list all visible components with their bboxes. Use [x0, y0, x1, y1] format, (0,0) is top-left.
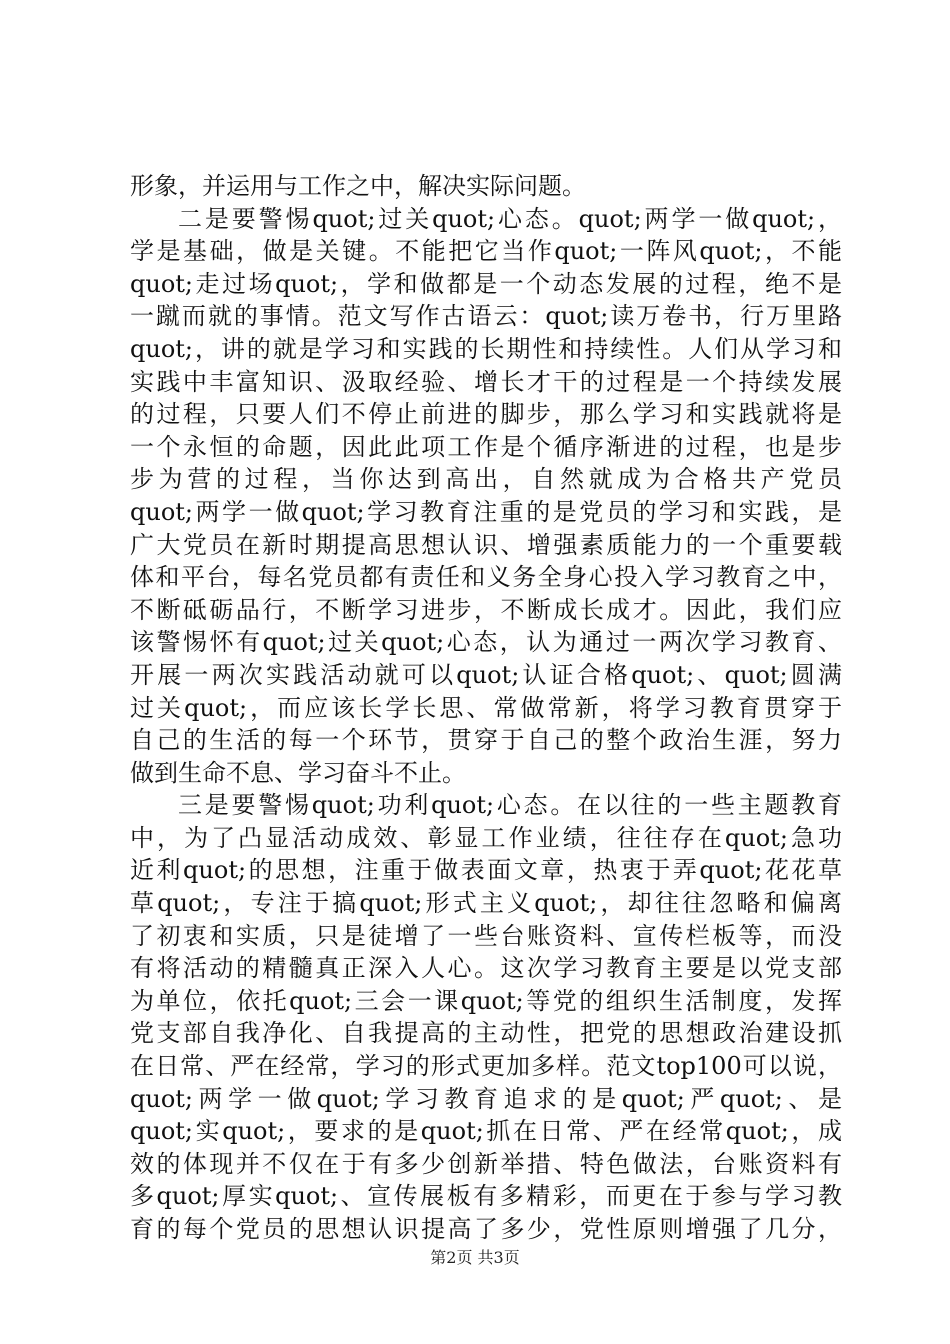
text-line: 不断砥砺品行，不断学习进步，不断成长成才。因此，我们应 [130, 595, 842, 624]
text-line: 中，为了凸显活动成效、彰显工作业绩，往往存在quot;急功 [130, 823, 842, 852]
text-line: 实践中丰富知识、汲取经验、增长才干的过程是一个持续发展 [130, 367, 842, 396]
text-line: quot;，讲的就是学习和实践的长期性和持续性。人们从学习和 [130, 334, 842, 363]
text-line: 形象，并运用与工作之中，解决实际问题。 [130, 172, 586, 200]
text-line: 一蹴而就的事情。范文写作古语云：quot;读万卷书，行万里路 [130, 302, 842, 331]
text-line: quot;两学一做quot;学习教育追求的是quot;严quot;、是 [130, 1084, 842, 1113]
text-line: 体和平台，每名党员都有责任和义务全身心投入学习教育之中， [130, 563, 842, 592]
text-line: 广大党员在新时期提高思想认识、增强素质能力的一个重要载 [130, 530, 842, 559]
text-line: 一个永恒的命题，因此此项工作是个循序渐进的过程，也是步 [130, 432, 842, 461]
text-line: 过关quot;，而应该长学长思、常做常新，将学习教育贯穿于 [130, 693, 842, 722]
text-line: 了初衷和实质，只是徒增了一些台账资料、宣传栏板等，而没 [130, 921, 842, 950]
document-body [130, 170, 842, 1246]
text-line: 自己的生活的每一个环节，贯穿于自己的整个政治生涯，努力 [130, 726, 842, 755]
text-line: quot;两学一做quot;学习教育注重的是党员的学习和实践，是 [130, 497, 842, 526]
text-line: 党支部自我净化、自我提高的主动性，把党的思想政治建设抓 [130, 1019, 842, 1048]
paragraph-end-line: 做到生命不息、学习奋斗不止。 [130, 758, 466, 787]
text-line: 学是基础，做是关键。不能把它当作quot;一阵风quot;，不能 [130, 237, 842, 266]
text-line: 该警惕怀有quot;过关quot;心态，认为通过一两次学习教育、 [130, 628, 842, 657]
text-line: quot;实quot;，要求的是quot;抓在日常、严在经常quot;，成 [130, 1117, 842, 1146]
text-line: 草quot;，专注于搞quot;形式主义quot;，却往往忽略和偏离 [130, 889, 842, 918]
text-line: 步为营的过程，当你达到高出，自然就成为合格共产党员 [130, 465, 842, 494]
text-line: 在日常、严在经常，学习的形式更加多样。范文top100可以说， [130, 1052, 842, 1081]
text-line: 为单位，依托quot;三会一课quot;等党的组织生活制度，发挥 [130, 986, 842, 1015]
text-line: 近利quot;的思想，注重于做表面文章，热衷于弄quot;花花草 [130, 856, 842, 885]
page-number-footer: 第2页 共3页 [430, 1248, 520, 1267]
text-line: quot;走过场quot;，学和做都是一个动态发展的过程，绝不是 [130, 269, 842, 298]
text-line: 育的每个党员的思想认识提高了多少，党性原则增强了几分， [130, 1215, 842, 1243]
text-line: 有将活动的精髓真正深入人心。这次学习教育主要是以党支部 [130, 954, 842, 983]
paragraph-start-line: 三是要警惕quot;功利quot;心态。在以往的一些主题教育 [178, 791, 842, 820]
text-line: 的过程，只要人们不停止前进的脚步，那么学习和实践就将是 [130, 400, 842, 429]
text-line: 开展一两次实践活动就可以quot;认证合格quot;、quot;圆满 [130, 660, 842, 689]
paragraph-start-line: 二是要警惕quot;过关quot;心态。quot;两学一做quot;， [178, 204, 842, 233]
text-line: 效的体现并不仅在于有多少创新举措、特色做法，台账资料有 [130, 1149, 842, 1178]
text-line: 多quot;厚实quot;、宣传展板有多精彩，而更在于参与学习教 [130, 1182, 842, 1211]
